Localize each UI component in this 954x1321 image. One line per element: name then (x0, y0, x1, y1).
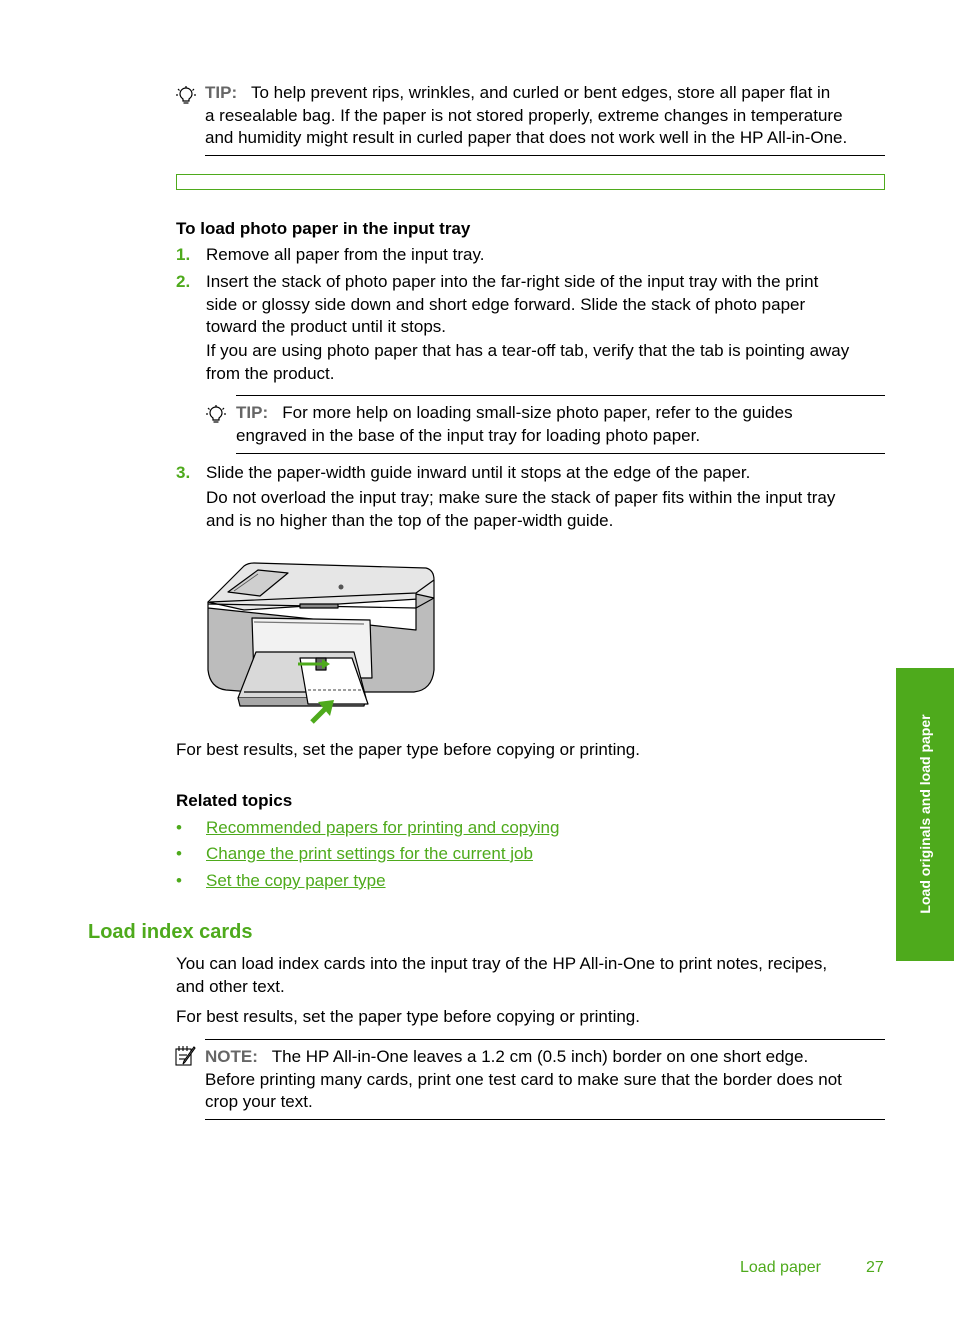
step-text: Slide the paper-width guide inward until it stops at the edge of the paper. (206, 463, 751, 482)
step-note-line: Do not overload the input tray; make sure the stack of paper fits within the input tray (206, 488, 836, 507)
related-topics-title: Related topics (176, 791, 293, 810)
note-text-line: crop your text. (205, 1092, 313, 1111)
footer-page-number: 27 (866, 1259, 884, 1276)
step-note (206, 487, 835, 532)
chapter-side-tab (896, 668, 954, 961)
divider (205, 155, 885, 156)
divider (205, 1039, 885, 1040)
step-text-line: toward the product until it stops. (206, 317, 447, 336)
section-heading: Load index cards (88, 921, 253, 943)
note-text-line: The HP All-in-One leaves a 1.2 cm (0.5 inch) border on one short edge. (271, 1047, 809, 1066)
section-paragraph (176, 953, 827, 998)
tip-text-line: For more help on loading small-size photo paper, refer to the guides (282, 403, 793, 422)
printer-illustration (204, 560, 438, 726)
step-number: 3. (176, 463, 191, 482)
tip-text-line: engraved in the base of the input tray for loading photo paper. (236, 425, 701, 445)
bullet: • (176, 844, 182, 863)
note-block (205, 1046, 842, 1114)
procedure-title: To load photo paper in the input tray (176, 219, 471, 238)
tip-block-2 (236, 402, 793, 447)
bullet: • (176, 818, 182, 837)
step-note-line: If you are using photo paper that has a tear-off tab, verify that the tab is pointing away (206, 341, 850, 360)
green-frame-bar (176, 174, 885, 190)
step-text (206, 271, 818, 339)
step-note (206, 340, 849, 385)
divider (236, 453, 885, 454)
tip-label: TIP: (205, 83, 238, 102)
bullet: • (176, 871, 182, 890)
paragraph-line: and other text. (176, 976, 285, 996)
step-note-line: and is no higher than the top of the paper-width guide. (206, 510, 614, 530)
note-text-line: Before printing many cards, print one test card to make sure that the border does not (205, 1069, 842, 1089)
step-note-line: from the product. (206, 363, 335, 383)
best-results-text: For best results, set the paper type before copying or printing. (176, 1007, 640, 1026)
tip-text-line: To help prevent rips, wrinkles, and curled or bent edges, store all paper flat in (250, 83, 831, 102)
divider (205, 1119, 885, 1120)
best-results-text: For best results, set the paper type before copying or printing. (176, 740, 640, 759)
related-link-set-copy-paper-type[interactable]: Set the copy paper type (206, 871, 386, 890)
tip-label: TIP: (236, 403, 269, 422)
note-label: NOTE: (205, 1047, 258, 1066)
step-number: 2. (176, 272, 191, 291)
tip-text-line: and humidity might result in curled paper that does not work well in the HP All-in-One. (205, 128, 848, 147)
side-tab-label: Load originals and load paper (917, 714, 933, 914)
footer-section-name: Load paper (740, 1259, 821, 1276)
step-text: Remove all paper from the input tray. (206, 245, 485, 264)
note-pencil-icon (175, 1045, 197, 1067)
lightbulb-icon (176, 86, 196, 108)
step-text-line: side or glossy side down and short edge forward. Slide the stack of photo paper (206, 294, 806, 314)
divider (236, 395, 885, 396)
related-link-recommended-papers[interactable]: Recommended papers for printing and copying (206, 818, 560, 837)
step-number: 1. (176, 245, 191, 264)
tip-block-1 (205, 82, 895, 150)
related-link-change-print-settings[interactable]: Change the print settings for the current job (206, 844, 533, 863)
paragraph-line: You can load index cards into the input tray of the HP All-in-One to print notes, recipes, (176, 954, 828, 973)
step-text-line: Insert the stack of photo paper into the far-right side of the input tray with the print (206, 272, 819, 291)
tip-text-line: a resealable bag. If the paper is not stored properly, extreme changes in temperature (205, 105, 843, 125)
lightbulb-icon (206, 405, 226, 427)
